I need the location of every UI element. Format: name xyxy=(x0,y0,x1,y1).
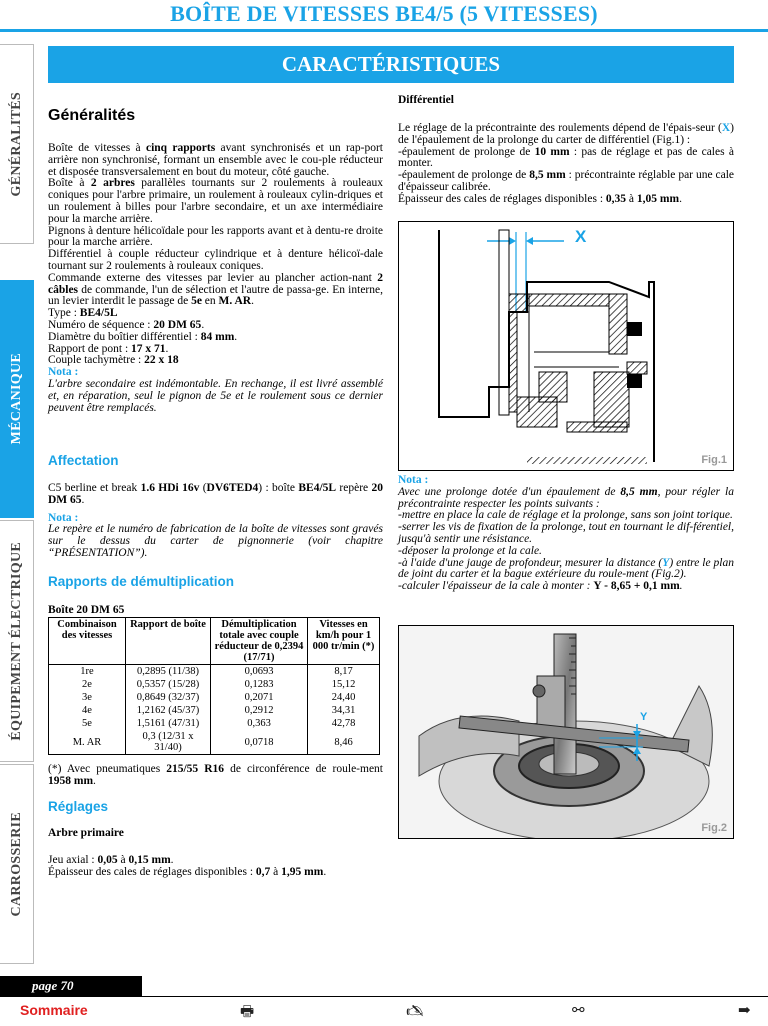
table-row xyxy=(49,704,380,717)
generalites-body: Boîte de vitesses à cinq rapports avant synchronisés et un rap-port arrière non synchronisé, formant un ensemble avec le cou-ple réducteur et disposée transversalement en bout du moteur, côté gauche. Boîte à 2 arbres parallèles tournants sur 2 roulements à rouleaux coniques pour l'arbre primaire, un roulement à rouleaux cylin-driques et un roulement à billes pour l'arbre secondaire, et un axe intermédiaire pour la marche arrière. Pignons à denture hélicoïdale pour les rapports avant et à dentu-re droite pour la marche arrière. Différentiel à couple réducteur cylindrique et à denture hélicoï-dale tournant sur 2 roulements à rouleaux coniques. Commande externe des vitesses par levier au plancher action-nant 2 câbles de commande, l'un de sélection et l'autre de passa-ge. En interne, un levier interdit le passage de 5e en M. AR. Type : BE4/5L Numéro de séquence : 20 DM 65. Diamètre du boîtier différentiel : 84 mm. Rapport de pont : 17 x 71. Couple tachymètre : 22 x 18 Nota : L'arbre secondaire est indémontable. En rechange, il est livré assemblé et, en réparation, seul le pignon de 5e et le roulement sous ce dernier peuvent être remplacés. xyxy=(48,142,383,414)
table-cell: 0,2912 xyxy=(211,704,308,717)
figure-1-drawing xyxy=(399,222,733,470)
table-row xyxy=(49,665,380,679)
differentiel-heading: Différentiel xyxy=(398,94,454,106)
affectation-nota-text: Le repère et le numéro de fabrication de la boîte de vitesses sont gravés sur le dessus du carter de pignonnerie (voir chapitre “PRÉSENTATION”). xyxy=(48,523,383,559)
binoculars-icon[interactable]: ⚯ xyxy=(572,1003,585,1019)
figure-2 xyxy=(398,625,734,839)
nota-label: Nota : xyxy=(48,366,79,379)
page-title: BOÎTE DE VITESSES BE4/5 (5 VITESSES) xyxy=(170,1,598,26)
tab-carrosserie-label: CARROSSERIE xyxy=(8,811,24,917)
table-cell: 0,2895 (11/38) xyxy=(126,665,211,679)
table-row xyxy=(49,691,380,704)
table-row xyxy=(49,717,380,730)
col-header: Rapport de boîte xyxy=(126,618,211,665)
table-cell: 15,12 xyxy=(308,678,380,691)
table-cell: 0,3 (12/31 x 31/40) xyxy=(126,730,211,755)
section-banner: CARACTÉRISTIQUES xyxy=(48,46,734,83)
table-cell: 0,1283 xyxy=(211,678,308,691)
generalites-heading: Généralités xyxy=(48,107,136,124)
table-row xyxy=(49,678,380,691)
ratios-table xyxy=(48,617,380,755)
page-number: page 70 xyxy=(0,976,142,996)
tab-carrosserie[interactable] xyxy=(0,764,34,964)
arbre-primaire-heading: Arbre primaire xyxy=(48,827,124,839)
affectation-heading: Affectation xyxy=(48,453,119,468)
table-cell: 8,46 xyxy=(308,730,380,755)
print-icon[interactable]: 🖶 xyxy=(240,1004,255,1020)
col-header: Démultiplication totale avec couple réducteur de 0,2394 (17/71) xyxy=(211,618,308,665)
affectation-nota-label: Nota : xyxy=(48,511,79,524)
fig2-label: Fig.2 xyxy=(701,822,727,834)
fig1-x-label: X xyxy=(575,227,587,246)
rapports-subheading: Boîte 20 DM 65 xyxy=(48,604,125,616)
table-cell: 2e xyxy=(49,678,126,691)
tab-equipement-electrique[interactable] xyxy=(0,520,34,762)
footer-rule xyxy=(0,996,768,997)
document-icon[interactable]: 🖎 xyxy=(406,1004,424,1020)
reglages-body: Jeu axial : 0,05 à 0,15 mm. Épaisseur des cales de réglages disponibles : 0,7 à 1,95 mm. xyxy=(48,854,327,878)
tab-mecanique[interactable] xyxy=(0,280,34,518)
table-cell: 0,0693 xyxy=(211,665,308,679)
figure-2-drawing xyxy=(399,626,733,838)
affectation-body: C5 berline et break 1.6 HDi 16v (DV6TED4) : boîte BE4/5L repère 20 DM 65. Nota : Le repère et le numéro de fabrication de la boîte de vitesses sont gravés sur le dessus du carter de pignonnerie (voir chapitre “PRÉSENTATION”). xyxy=(48,482,383,559)
sidebar xyxy=(0,44,35,962)
sommaire-link[interactable]: Sommaire xyxy=(20,1002,88,1018)
table-cell: 0,5357 (15/28) xyxy=(126,678,211,691)
fig2-y-label: Y xyxy=(640,711,648,723)
figure-1 xyxy=(398,221,734,471)
fig1-label: Fig.1 xyxy=(701,454,727,466)
table-row xyxy=(49,730,380,755)
reglages-heading: Réglages xyxy=(48,799,109,814)
table-cell: 1,2162 (45/37) xyxy=(126,704,211,717)
table-cell: 42,78 xyxy=(308,717,380,730)
table-cell: 1,5161 (47/31) xyxy=(126,717,211,730)
differentiel-nota-label: Nota : xyxy=(398,474,429,486)
title-rule xyxy=(0,29,768,32)
tab-generalites[interactable] xyxy=(0,44,34,244)
rapports-heading: Rapports de démultiplication xyxy=(48,574,235,589)
table-cell: 4e xyxy=(49,704,126,717)
table-cell: 0,8649 (32/37) xyxy=(126,691,211,704)
table-cell: 5e xyxy=(49,717,126,730)
tab-mecanique-label: MÉCANIQUE xyxy=(8,353,24,445)
nota-text: L'arbre secondaire est indémontable. En rechange, il est livré assemblé et, en réparation, seul le pignon de 5e et le roulement sous ce dernier peuvent être remplacés. xyxy=(48,377,383,414)
table-cell: 8,17 xyxy=(308,665,380,679)
table-cell: 0,0718 xyxy=(211,730,308,755)
table-cell: M. AR xyxy=(49,730,126,755)
table-cell: 34,31 xyxy=(308,704,380,717)
table-header-row xyxy=(49,618,380,665)
differentiel-body: Le réglage de la précontrainte des roulements dépend de l'épais-seur (X) de l'épaulement de la prolonge du carter de différentiel (Fig.1) : -épaulement de prolonge de 10 mm : pas de réglage et pas de cales à monter. -épaulement de prolonge de 8,5 mm : précontrainte réglable par une cale d'épaisseur calibrée. Épaisseur des cales de réglages disponibles : 0,35 à 1,05 mm. xyxy=(398,122,734,205)
table-cell: 1re xyxy=(49,665,126,679)
col-header: Combinaison des vitesses xyxy=(49,618,126,665)
col-header: Vitesses en km/h pour 1 000 tr/min (*) xyxy=(308,618,380,665)
table-cell: 0,2071 xyxy=(211,691,308,704)
table-cell: 0,363 xyxy=(211,717,308,730)
rapports-footnote: (*) Avec pneumatiques 215/55 R16 de circonférence de roule-ment 1958 mm. xyxy=(48,763,383,787)
table-cell: 24,40 xyxy=(308,691,380,704)
differentiel-nota: Nota : Avec une prolonge dotée d'un épaulement de 8,5 mm, pour régler la précontrainte respecter les points suivants : -mettre en place la cale de réglage et la prolonge, sans son joint torique. -serrer les vis de fixation de la prolonge, tout en tournant le dif-férentiel, jusqu'à sentir une résistance. -déposer la prolonge et la cale. -à l'aide d'une jauge de profondeur, mesurer la distance (Y) entre le plan de joint du carter et la bague extérieure du roule-ment (Fig.2). -calculer l'épaisseur de la cale à monter : Y - 8,65 + 0,1 mm. xyxy=(398,474,735,593)
next-page-icon[interactable]: ➡ xyxy=(738,1003,751,1019)
tab-equipement-label: ÉQUIPEMENT ÉLECTRIQUE xyxy=(8,541,24,741)
table-cell: 3e xyxy=(49,691,126,704)
tab-generalites-label: GÉNÉRALITÉS xyxy=(8,91,24,197)
